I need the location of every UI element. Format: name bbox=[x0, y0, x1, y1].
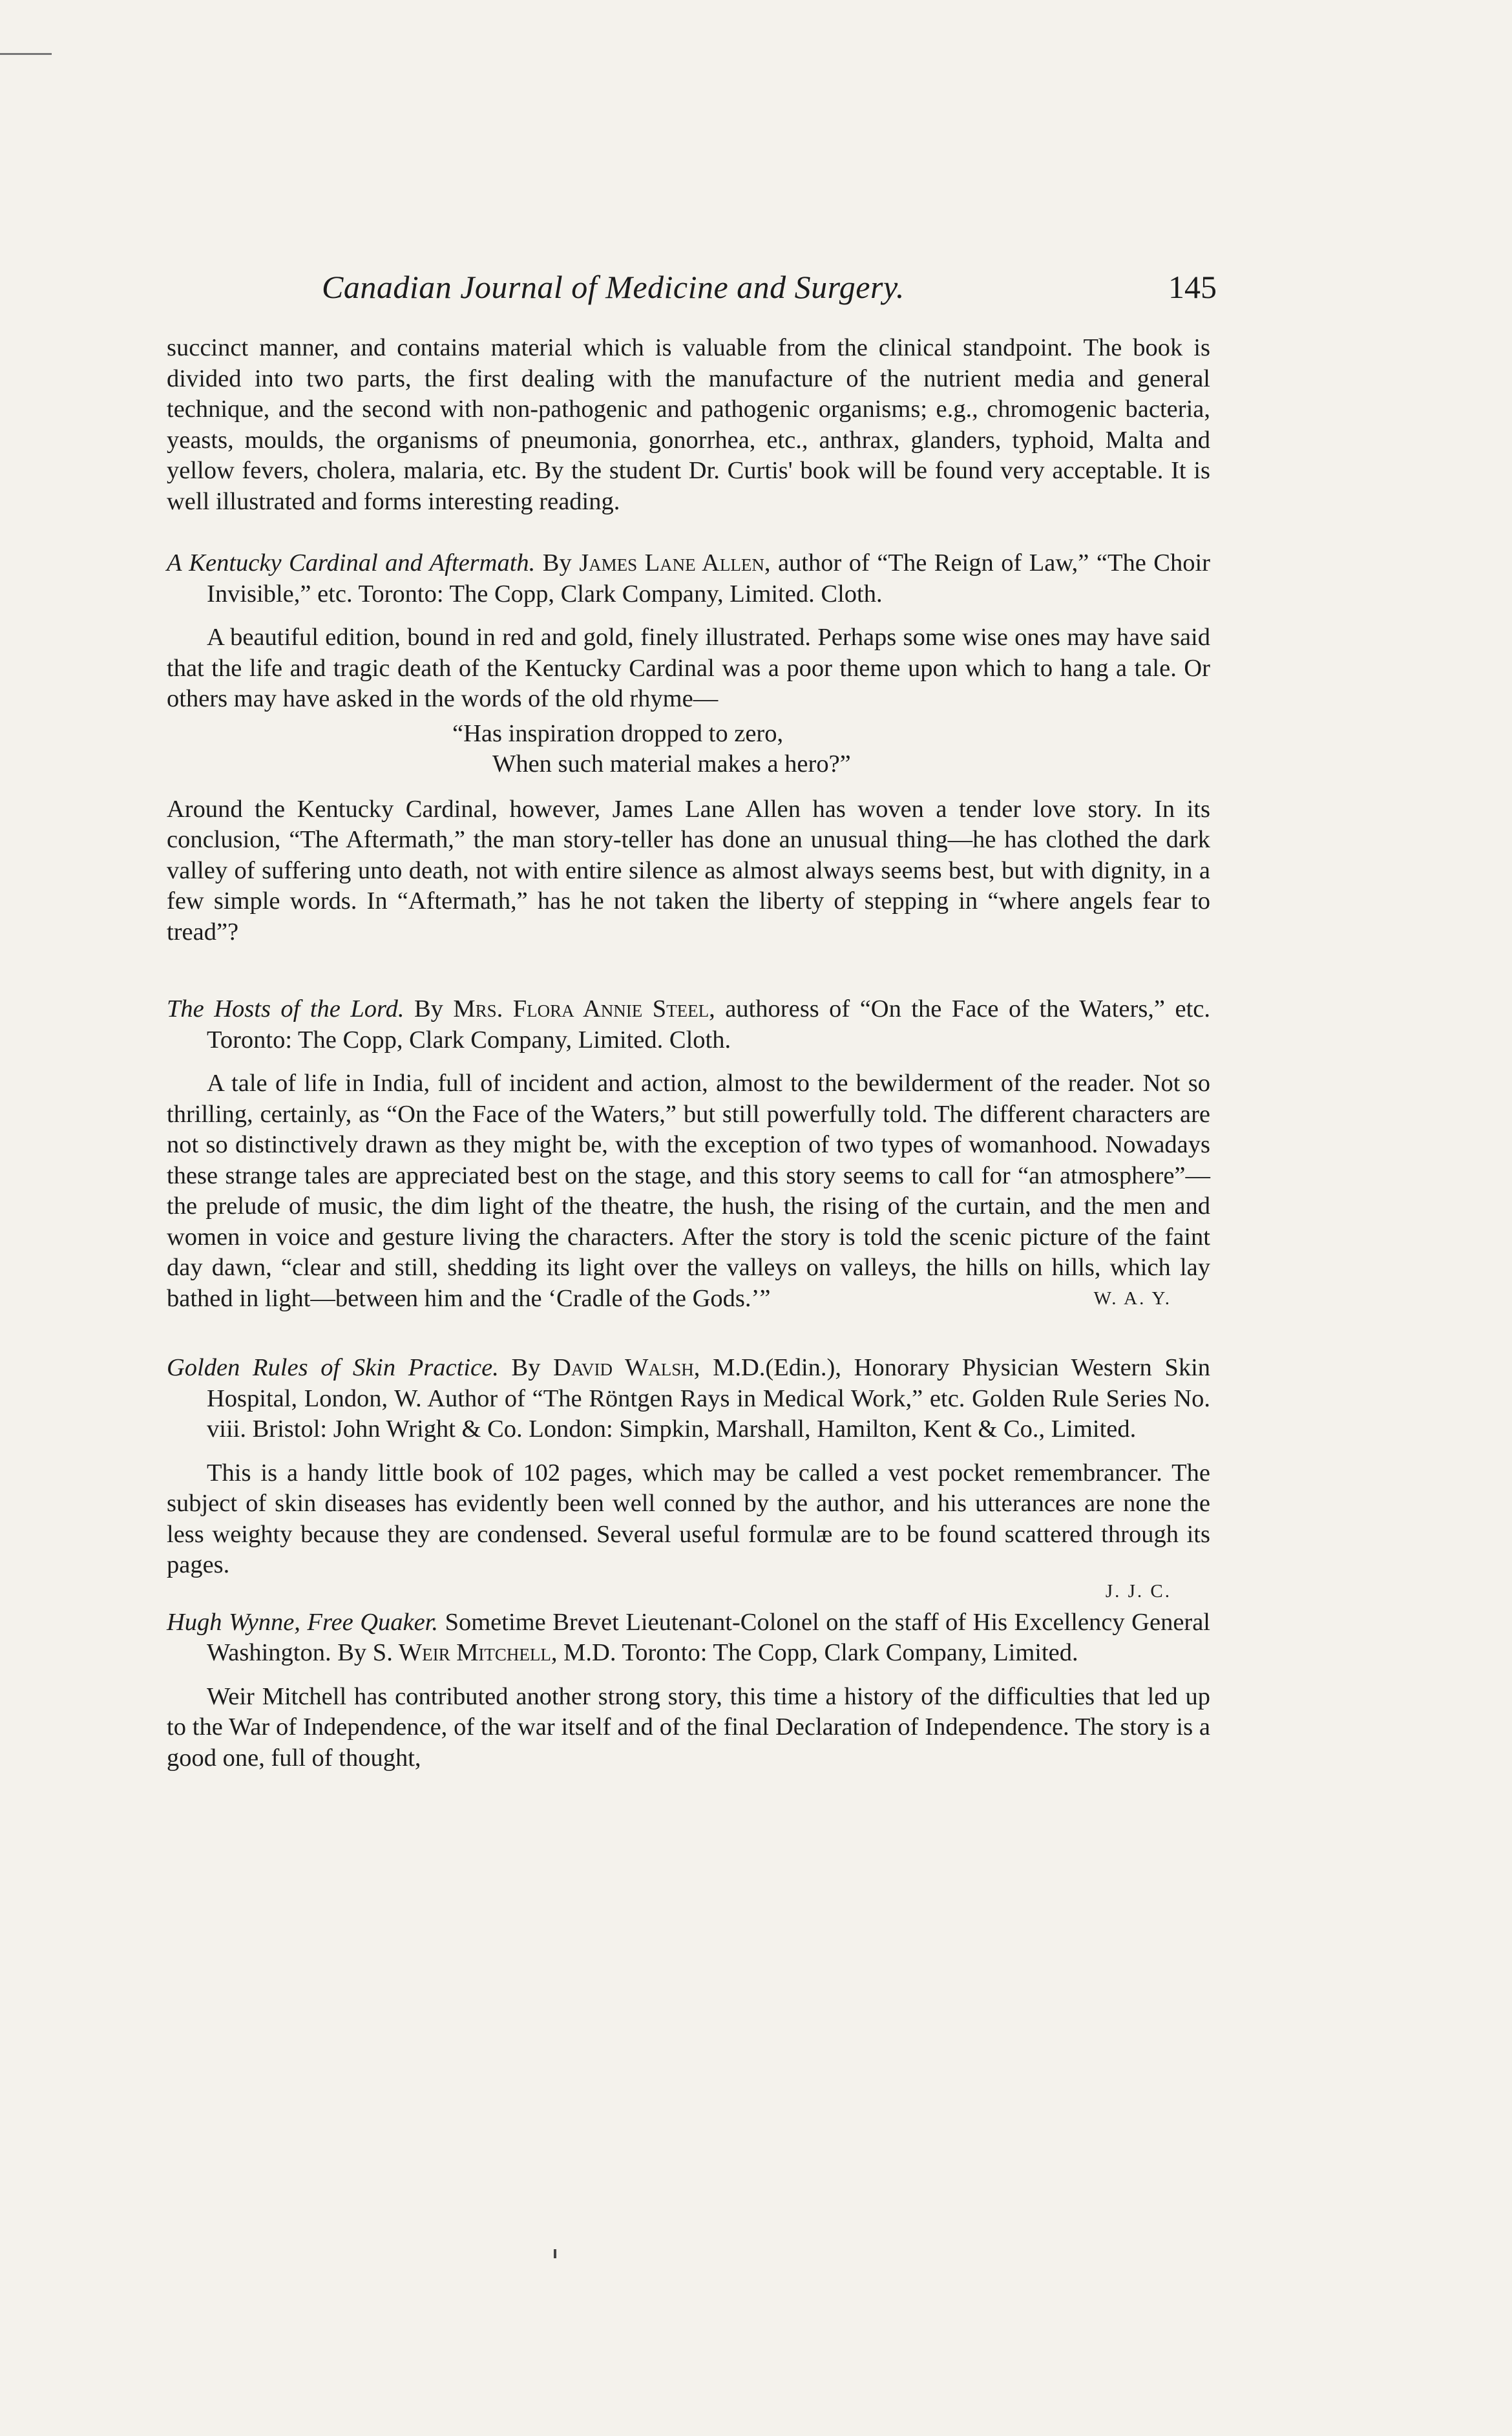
author-name: S. Weir Mitchell, bbox=[372, 1639, 558, 1666]
reviewer-initials: W. A. Y. bbox=[1093, 1287, 1171, 1309]
review-paragraph: Weir Mitchell has contributed another strong story, this time a history of the difficulties that led up to the War of Independence, of the war itself and of the final Declaration of Independence. The story is a good one, full of thought, bbox=[167, 1682, 1210, 1772]
page-number: 145 bbox=[1168, 269, 1217, 305]
book-title: Hugh Wynne, Free Quaker. bbox=[167, 1608, 439, 1636]
journal-page bbox=[167, 268, 1217, 1774]
review-heading-hugh-wynne bbox=[167, 1607, 1210, 1669]
print-speck bbox=[554, 2249, 556, 2258]
review-paragraph: This is a handy little book of 102 pages, which may be called a vest pocket remembrancer. The subject of skin diseases has evidently been well conned by the author, and his utterances are none the less weighty because they are condensed. Several useful formulæ are to be found scattered through its pages. bbox=[167, 1459, 1210, 1578]
book-title: Golden Rules of Skin Practice. bbox=[167, 1354, 499, 1381]
review-paragraph: A beautiful edition, bound in red and gold, finely illustrated. Perhaps some wise ones may have said that the life and tragic death of the Kentucky Cardinal was a poor theme upon which to hang a tale. Or others may have asked in the words of the old rhyme— bbox=[167, 624, 1210, 712]
verse-line: When such material makes a hero?” bbox=[492, 750, 851, 778]
by-word: By bbox=[511, 1354, 541, 1381]
author-name: Mrs. Flora Annie Steel, bbox=[453, 995, 715, 1022]
review-heading-golden-rules-skin bbox=[167, 1353, 1210, 1445]
book-details: M.D. Toronto: The Copp, Clark Company, Limited. bbox=[563, 1639, 1078, 1666]
reviewer-initials: J. J. C. bbox=[1105, 1580, 1171, 1602]
book-subtitle: Sometime Brevet Lieutenant-Colonel on the staff of His Excellency General Washington. By bbox=[207, 1608, 1211, 1666]
review-paragraph bbox=[167, 1068, 1210, 1314]
review-heading-hosts-of-the-lord bbox=[167, 994, 1210, 1055]
book-details: M.D.(Edin.), Honorary Physician Western Skin Hospital, London, W. Author of “The Röntgen Rays in Medical Work,” etc. Golden Rule Series No. viii. Bristol: John Wright & Co. London: Simpkin, Marshall, Hamilton, Kent & Co., Limited. bbox=[207, 1354, 1211, 1443]
author-name: David Walsh, bbox=[553, 1354, 700, 1381]
author-name: James Lane Allen, bbox=[579, 549, 771, 577]
running-header bbox=[167, 268, 1217, 320]
verse-quotation bbox=[167, 719, 1210, 780]
running-title: Canadian Journal of Medicine and Surgery. bbox=[322, 269, 905, 305]
review-paragraph-text: A tale of life in India, full of incident and action, almost to the bewilderment of the reader. Not so thrilling, certainly, as “On the Face of the Waters,” but still powerfully told. The different characters are not so distinctively drawn as they might be, with the exception of two types of womanhood. Nowadays these strange tales are appreciated best on the stage, and this story seems to call for “an atmosphere”—the prelude of music, the dim light of the theatre, the hush, the rising of the curtain, and the men and women in voice and gesture living the characters. After the story is told the scenic picture of the faint day dawn, “clear and still, shedding its light over the valleys on valleys, the hills on hills, which lay bathed in light—between him and the ‘Cradle of the Gods.’” bbox=[167, 1070, 1210, 1312]
review-paragraph: Around the Kentucky Cardinal, however, James Lane Allen has woven a tender love story. In its conclusion, “The Aftermath,” the man story-teller has done an unusual thing—he has clothed the dark valley of suffering unto death, not with entire silence as almost always seems best, but with dignity, in a few simple words. In “Aftermath,” has he not taken the liberty of stepping in “where angels fear to tread”? bbox=[167, 795, 1210, 946]
book-details: author of “The Reign of Law,” “The Choir Invisible,” etc. Toronto: The Copp, Clark Company, Limited. Cloth. bbox=[207, 549, 1210, 608]
book-details: authoress of “On the Face of the Waters,” etc. Toronto: The Copp, Clark Company, Limited. Cloth. bbox=[207, 995, 1210, 1054]
book-title: The Hosts of the Lord. bbox=[167, 995, 404, 1022]
verse-line: “Has inspiration dropped to zero, bbox=[452, 719, 784, 747]
margin-rule bbox=[0, 53, 52, 55]
by-word: By bbox=[542, 549, 572, 577]
by-word: By bbox=[414, 995, 443, 1022]
continued-paragraph: succinct manner, and contains material which is valuable from the clinical standpoint. The book is divided into two parts, the first dealing with the manufacture of the nutrient media and general technique, and the second with non-pathogenic and pathogenic organisms; e.g., chromogenic bacteria, yeasts, moulds, the organisms of pneumonia, gonorrhea, etc., anthrax, glanders, typhoid, Malta and yellow fevers, cholera, malaria, etc. By the student Dr. Curtis' book will be found very acceptable. It is well illustrated and forms interesting reading. bbox=[167, 334, 1210, 515]
book-title: A Kentucky Cardinal and Aftermath. bbox=[167, 549, 536, 577]
review-heading-kentucky-cardinal bbox=[167, 548, 1210, 609]
